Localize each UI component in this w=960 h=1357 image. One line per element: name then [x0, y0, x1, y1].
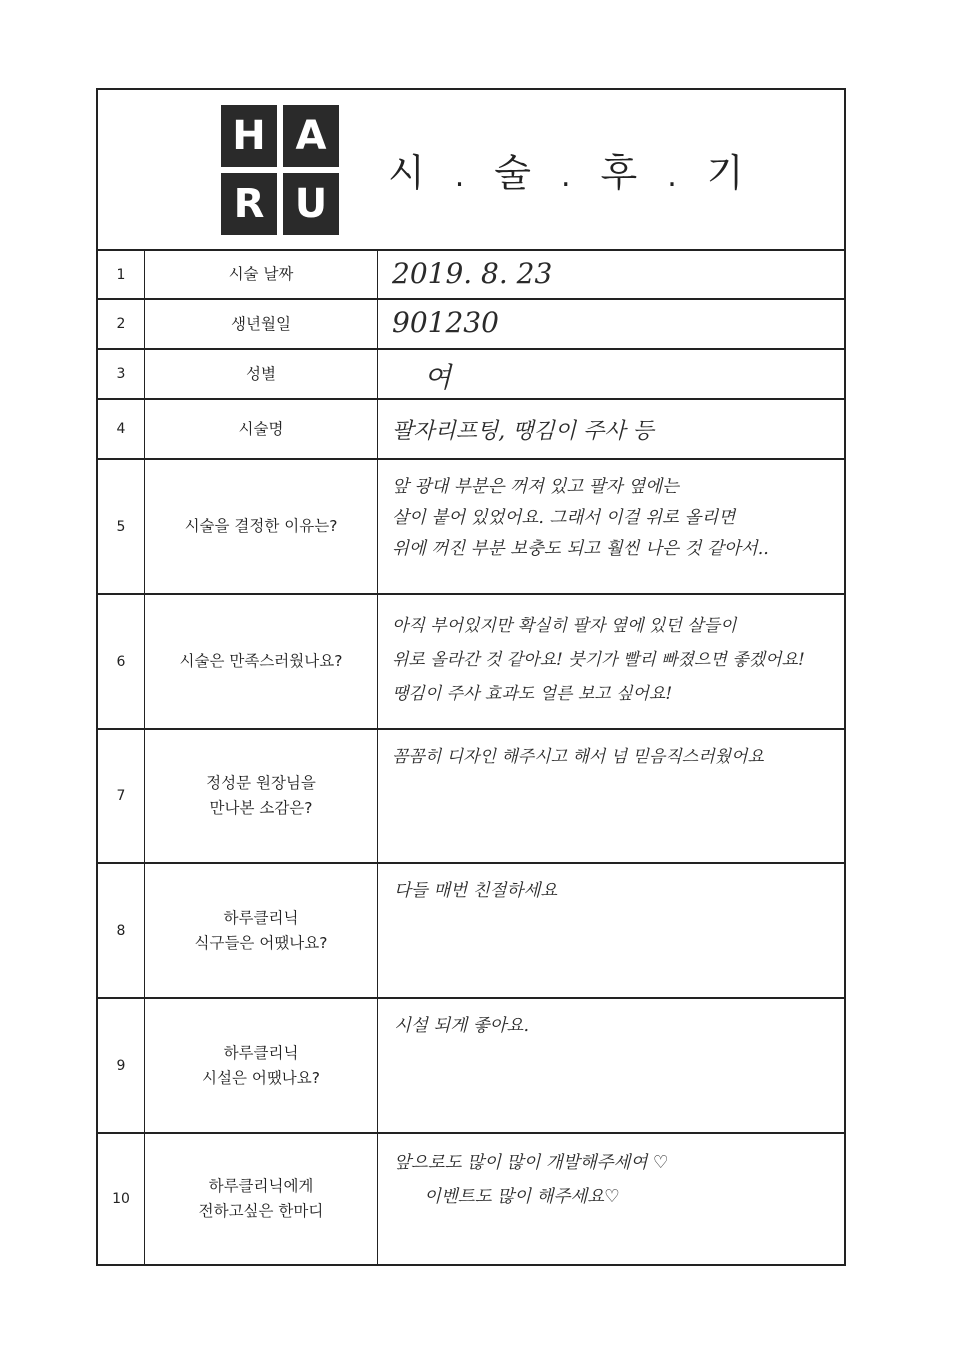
row-number: 1 — [98, 251, 145, 298]
table-row — [98, 300, 844, 350]
table-row — [98, 460, 844, 595]
row-answer: 앞으로도 많이 많이 개발해주세여 ♡ 이벤트도 많이 해주세요♡ — [394, 1153, 669, 1207]
row-answer: 꼼꼼히 디자인 해주시고 해서 넘 믿음직스러웠어요 — [392, 747, 764, 767]
row-number: 9 — [98, 999, 145, 1132]
row-number: 8 — [98, 864, 145, 997]
row-number: 10 — [98, 1134, 145, 1264]
row-question: 하루클리닉에게 전하고싶은 한마디 — [145, 1134, 378, 1264]
row-number: 5 — [98, 460, 145, 593]
row-number: 3 — [98, 350, 145, 398]
row-question: 정성문 원장님을 만나본 소감은? — [145, 730, 378, 862]
form-title — [388, 142, 746, 197]
title-dot: . — [454, 159, 467, 194]
row-answer: 아직 부어있지만 확실히 팔자 옆에 있던 살들이 위로 올라간 것 같아요! 붓기가 빨리 빠졌으면 좋겠어요! 땡김이 주사 효과도 얼른 보고 싶어요! — [392, 616, 805, 704]
logo-tile-h: H — [221, 105, 277, 167]
row-answer: 2019. 8. 23 — [392, 257, 553, 290]
row-question: 시술은 만족스러웠나요? — [145, 595, 378, 728]
row-answer: 여 — [424, 361, 452, 394]
title-char: 술 — [494, 151, 533, 195]
table-row — [98, 1134, 844, 1264]
row-answer: 다들 매번 친절하세요 — [394, 881, 558, 901]
row-question: 하루클리닉 시설은 어땠나요? — [145, 999, 378, 1132]
row-question: 시술을 결정한 이유는? — [145, 460, 378, 593]
row-number: 2 — [98, 300, 145, 348]
logo-tile-a: A — [283, 105, 339, 167]
row-question: 시술 날짜 — [145, 251, 378, 298]
row-question: 하루클리닉 식구들은 어땠나요? — [145, 864, 378, 997]
row-answer: 팔자리프팅, 땡김이 주사 등 — [392, 419, 654, 444]
table-row — [98, 595, 844, 730]
row-number: 7 — [98, 730, 145, 862]
row-question: 성별 — [145, 350, 378, 398]
table-row — [98, 730, 844, 864]
logo-tile-u: U — [283, 173, 339, 235]
title-char: 시 — [388, 151, 427, 195]
logo-tile-r: R — [221, 173, 277, 235]
row-number: 6 — [98, 595, 145, 728]
haru-logo — [221, 105, 339, 235]
table-row — [98, 251, 844, 300]
review-form — [96, 88, 846, 1266]
form-header — [98, 90, 844, 251]
title-dot: . — [560, 159, 573, 194]
row-number: 4 — [98, 400, 145, 458]
row-answer: 901230 — [392, 306, 499, 339]
row-answer: 앞 광대 부분은 꺼져 있고 팔자 옆에는 살이 붙어 있었어요. 그래서 이걸 위로 올리면 위에 꺼진 부분 보충도 되고 훨씬 나은 것 같아서.. — [392, 477, 769, 559]
table-row — [98, 350, 844, 400]
table-row — [98, 400, 844, 460]
row-question: 시술명 — [145, 400, 378, 458]
title-char: 후 — [600, 151, 640, 195]
row-question: 생년월일 — [145, 300, 378, 348]
table-row — [98, 864, 844, 999]
title-dot: . — [667, 159, 679, 194]
table-row — [98, 999, 844, 1134]
title-char: 기 — [706, 151, 746, 195]
row-answer: 시설 되게 좋아요. — [394, 1016, 530, 1036]
